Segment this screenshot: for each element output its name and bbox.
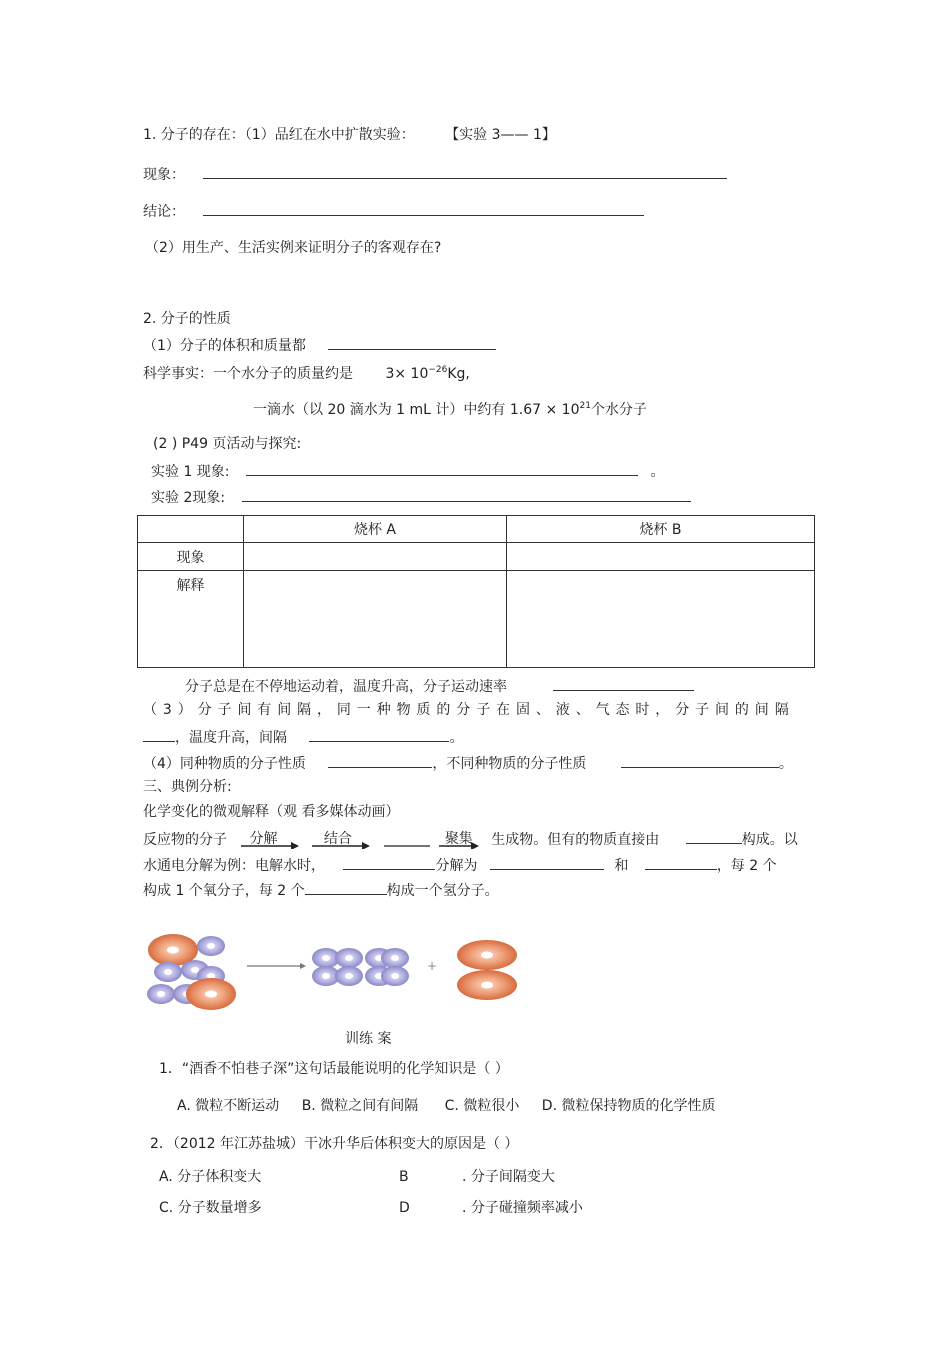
section1-line — [143, 126, 556, 144]
reaction-text-i: 构成一个氢分子。 — [386, 883, 499, 899]
conclusion-row — [143, 201, 644, 221]
experiment-2-label: 实验 2现象: — [151, 490, 226, 506]
water-molecules-reactants — [147, 934, 236, 1010]
reaction-row-1 — [143, 829, 798, 849]
training-question-2: 2．（2012 年江苏盐城）干冰升华后体积变大的原因是（ ） — [150, 1136, 519, 1152]
atom-nucleus — [391, 955, 399, 961]
property-3: （3）分子间有间隔，同一种物质的分子在固、液、气态时，分子间的间隔 — [143, 702, 795, 718]
atom-nucleus — [345, 973, 353, 979]
atom-nucleus — [164, 969, 172, 975]
q2-option-a[interactable]: A. 分子体积变大 — [159, 1169, 262, 1185]
reaction-text-e: 分解为 — [435, 858, 478, 874]
science-fact-value: 3× 10 — [385, 366, 429, 382]
question-2: （2）用生产、生活实例来证明分子的客观存在? — [145, 240, 442, 256]
oxygen-molecule-product — [457, 940, 517, 1000]
col-header-b: 烧杯 B — [507, 516, 815, 543]
drop-fact — [253, 401, 647, 421]
science-fact-unit: Kg, — [447, 366, 470, 382]
property-3-text: ，温度升高，间隔 — [175, 730, 287, 746]
reaction-text-a: 反应物的分子 — [143, 832, 227, 848]
phenomenon-blank[interactable] — [203, 164, 727, 179]
experiment-1-end: 。 — [650, 464, 665, 480]
beaker-table — [137, 515, 815, 668]
row-header-phenomenon: 现象 — [138, 543, 244, 571]
training-title: 训练 案 — [345, 1031, 392, 1047]
reaction-text-b: 生成物。但有的物质直接由 — [491, 832, 660, 848]
atom-nucleus — [345, 955, 353, 961]
reaction-row-3 — [143, 880, 499, 900]
activity-title: (2 ) P49 页活动与探究: — [153, 436, 302, 452]
q2-option-d[interactable]: . 分子碰撞频率减小 — [462, 1200, 583, 1216]
table-corner — [138, 516, 244, 543]
motion-text: 分子总是在不停地运动着，温度升高，分子运动速率 — [185, 679, 507, 695]
reaction-blank-1[interactable] — [686, 829, 742, 844]
experiment-1-blank[interactable] — [246, 461, 638, 476]
q1-option-c[interactable]: C. 微粒很小 — [444, 1098, 520, 1114]
q1-option-d[interactable]: D. 微粒保持物质的化学性质 — [541, 1098, 716, 1114]
science-fact-exponent: −26 — [428, 365, 448, 375]
phenomenon-row — [143, 164, 727, 184]
atom-nucleus — [191, 967, 199, 973]
arrow-head-icon — [300, 963, 306, 969]
property-3-blank-1[interactable] — [143, 727, 175, 742]
reaction-text-h: 构成 1 个氧分子，每 2 个 — [143, 883, 305, 899]
atom-nucleus — [322, 973, 330, 979]
experiment-1-label: 实验 1 现象: — [151, 464, 230, 480]
section1-title: 1. 分子的存在：（1）品红在水中扩散实验： — [143, 127, 415, 143]
q1-option-a[interactable]: A. 微粒不断运动 — [177, 1098, 280, 1114]
property-3-blank-2[interactable] — [309, 727, 449, 742]
cell-b-explanation[interactable] — [507, 571, 815, 668]
combine-arrow — [312, 831, 370, 849]
q2-option-b-letter[interactable]: B — [399, 1169, 409, 1185]
experiment-1-row — [151, 461, 664, 481]
gather-label: 聚集 — [444, 831, 473, 847]
phenomenon-label: 现象： — [143, 167, 185, 183]
reaction-blank-4[interactable] — [645, 855, 717, 870]
hydrogen-molecules-products — [312, 948, 409, 986]
property-4-blank-1[interactable] — [328, 753, 432, 768]
q2-option-b[interactable]: . 分子间隔变大 — [462, 1169, 555, 1185]
experiment-ref: 【实验 3—— 1】 — [445, 127, 556, 143]
q1-option-b[interactable]: B. 微粒之间有间隔 — [301, 1098, 419, 1114]
electrolysis-diagram — [143, 928, 523, 1018]
cell-b-phenomenon[interactable] — [507, 543, 815, 571]
reaction-blank-3[interactable] — [490, 855, 604, 870]
training-question-1: 1．“酒香不怕巷子深”这句话最能说明的化学知识是（ ） — [159, 1061, 509, 1077]
atom-nucleus — [205, 991, 217, 998]
gather-arrow — [384, 831, 430, 849]
property-3-row — [143, 727, 463, 747]
reaction-text-d: 水通电分解为例：电解水时， — [143, 858, 325, 874]
atom-nucleus — [167, 947, 179, 954]
drop-fact-exponent: 21 — [579, 401, 591, 411]
property-4-blank-2[interactable] — [621, 753, 779, 768]
col-header-a: 烧杯 A — [244, 516, 507, 543]
drop-fact-text: 一滴水（以 20 滴水为 1 mL 计）中约有 1.67 × 10 — [253, 402, 580, 418]
cell-a-phenomenon[interactable] — [244, 543, 507, 571]
motion-row — [185, 676, 694, 696]
property-4-end: 。 — [778, 756, 793, 772]
atom-nucleus — [322, 955, 330, 961]
q2-option-d-letter[interactable]: D — [399, 1200, 410, 1216]
conclusion-label: 结论： — [143, 204, 185, 220]
science-fact — [143, 365, 470, 385]
gather-arrow-2 — [439, 831, 479, 849]
property-3-end: 。 — [449, 730, 464, 746]
science-fact-label: 科学事实：一个水分子的质量约是 — [143, 366, 353, 382]
atom-nucleus — [157, 991, 165, 997]
row-header-explanation: 解释 — [138, 571, 244, 668]
cell-a-explanation[interactable] — [244, 571, 507, 668]
reaction-blank-5[interactable] — [305, 880, 387, 895]
motion-blank[interactable] — [553, 676, 694, 691]
property-4-text-a: （4）同种物质的分子性质 — [143, 756, 306, 772]
combine-label: 结合 — [323, 831, 352, 847]
reaction-row-2 — [143, 855, 777, 875]
experiment-2-row — [151, 487, 691, 507]
property-1-text: （1）分子的体积和质量都 — [143, 338, 306, 354]
decompose-label: 分解 — [249, 831, 278, 847]
atom-nucleus — [391, 973, 399, 979]
conclusion-blank[interactable] — [203, 201, 644, 216]
property-1-blank[interactable] — [328, 335, 496, 350]
experiment-2-blank[interactable] — [242, 487, 691, 502]
line-icon — [384, 831, 430, 849]
reaction-text-c: 构成。以 — [741, 832, 798, 848]
property-1-row — [143, 335, 496, 355]
atom-nucleus — [481, 952, 493, 959]
decompose-arrow — [241, 831, 299, 849]
property-4-row — [143, 753, 793, 773]
q2-option-c[interactable]: C. 分子数量增多 — [159, 1200, 262, 1216]
reaction-text-g: ，每 2 个 — [716, 858, 777, 874]
drop-fact-tail: 个水分子 — [590, 402, 647, 418]
property-4-text-b: ，不同种物质的分子性质 — [432, 756, 587, 772]
q1-options — [177, 1097, 715, 1115]
section2-title: 2. 分子的性质 — [143, 311, 231, 327]
atom-nucleus — [481, 982, 493, 989]
section3-title: 三、典例分析: — [143, 779, 232, 795]
reaction-text-f: 和 — [614, 858, 629, 874]
reaction-blank-2[interactable] — [343, 855, 435, 870]
micro-explanation: 化学变化的微观解释（观 看多媒体动画） — [143, 804, 400, 820]
atom-nucleus — [207, 943, 215, 949]
plus-icon: + — [427, 959, 438, 973]
